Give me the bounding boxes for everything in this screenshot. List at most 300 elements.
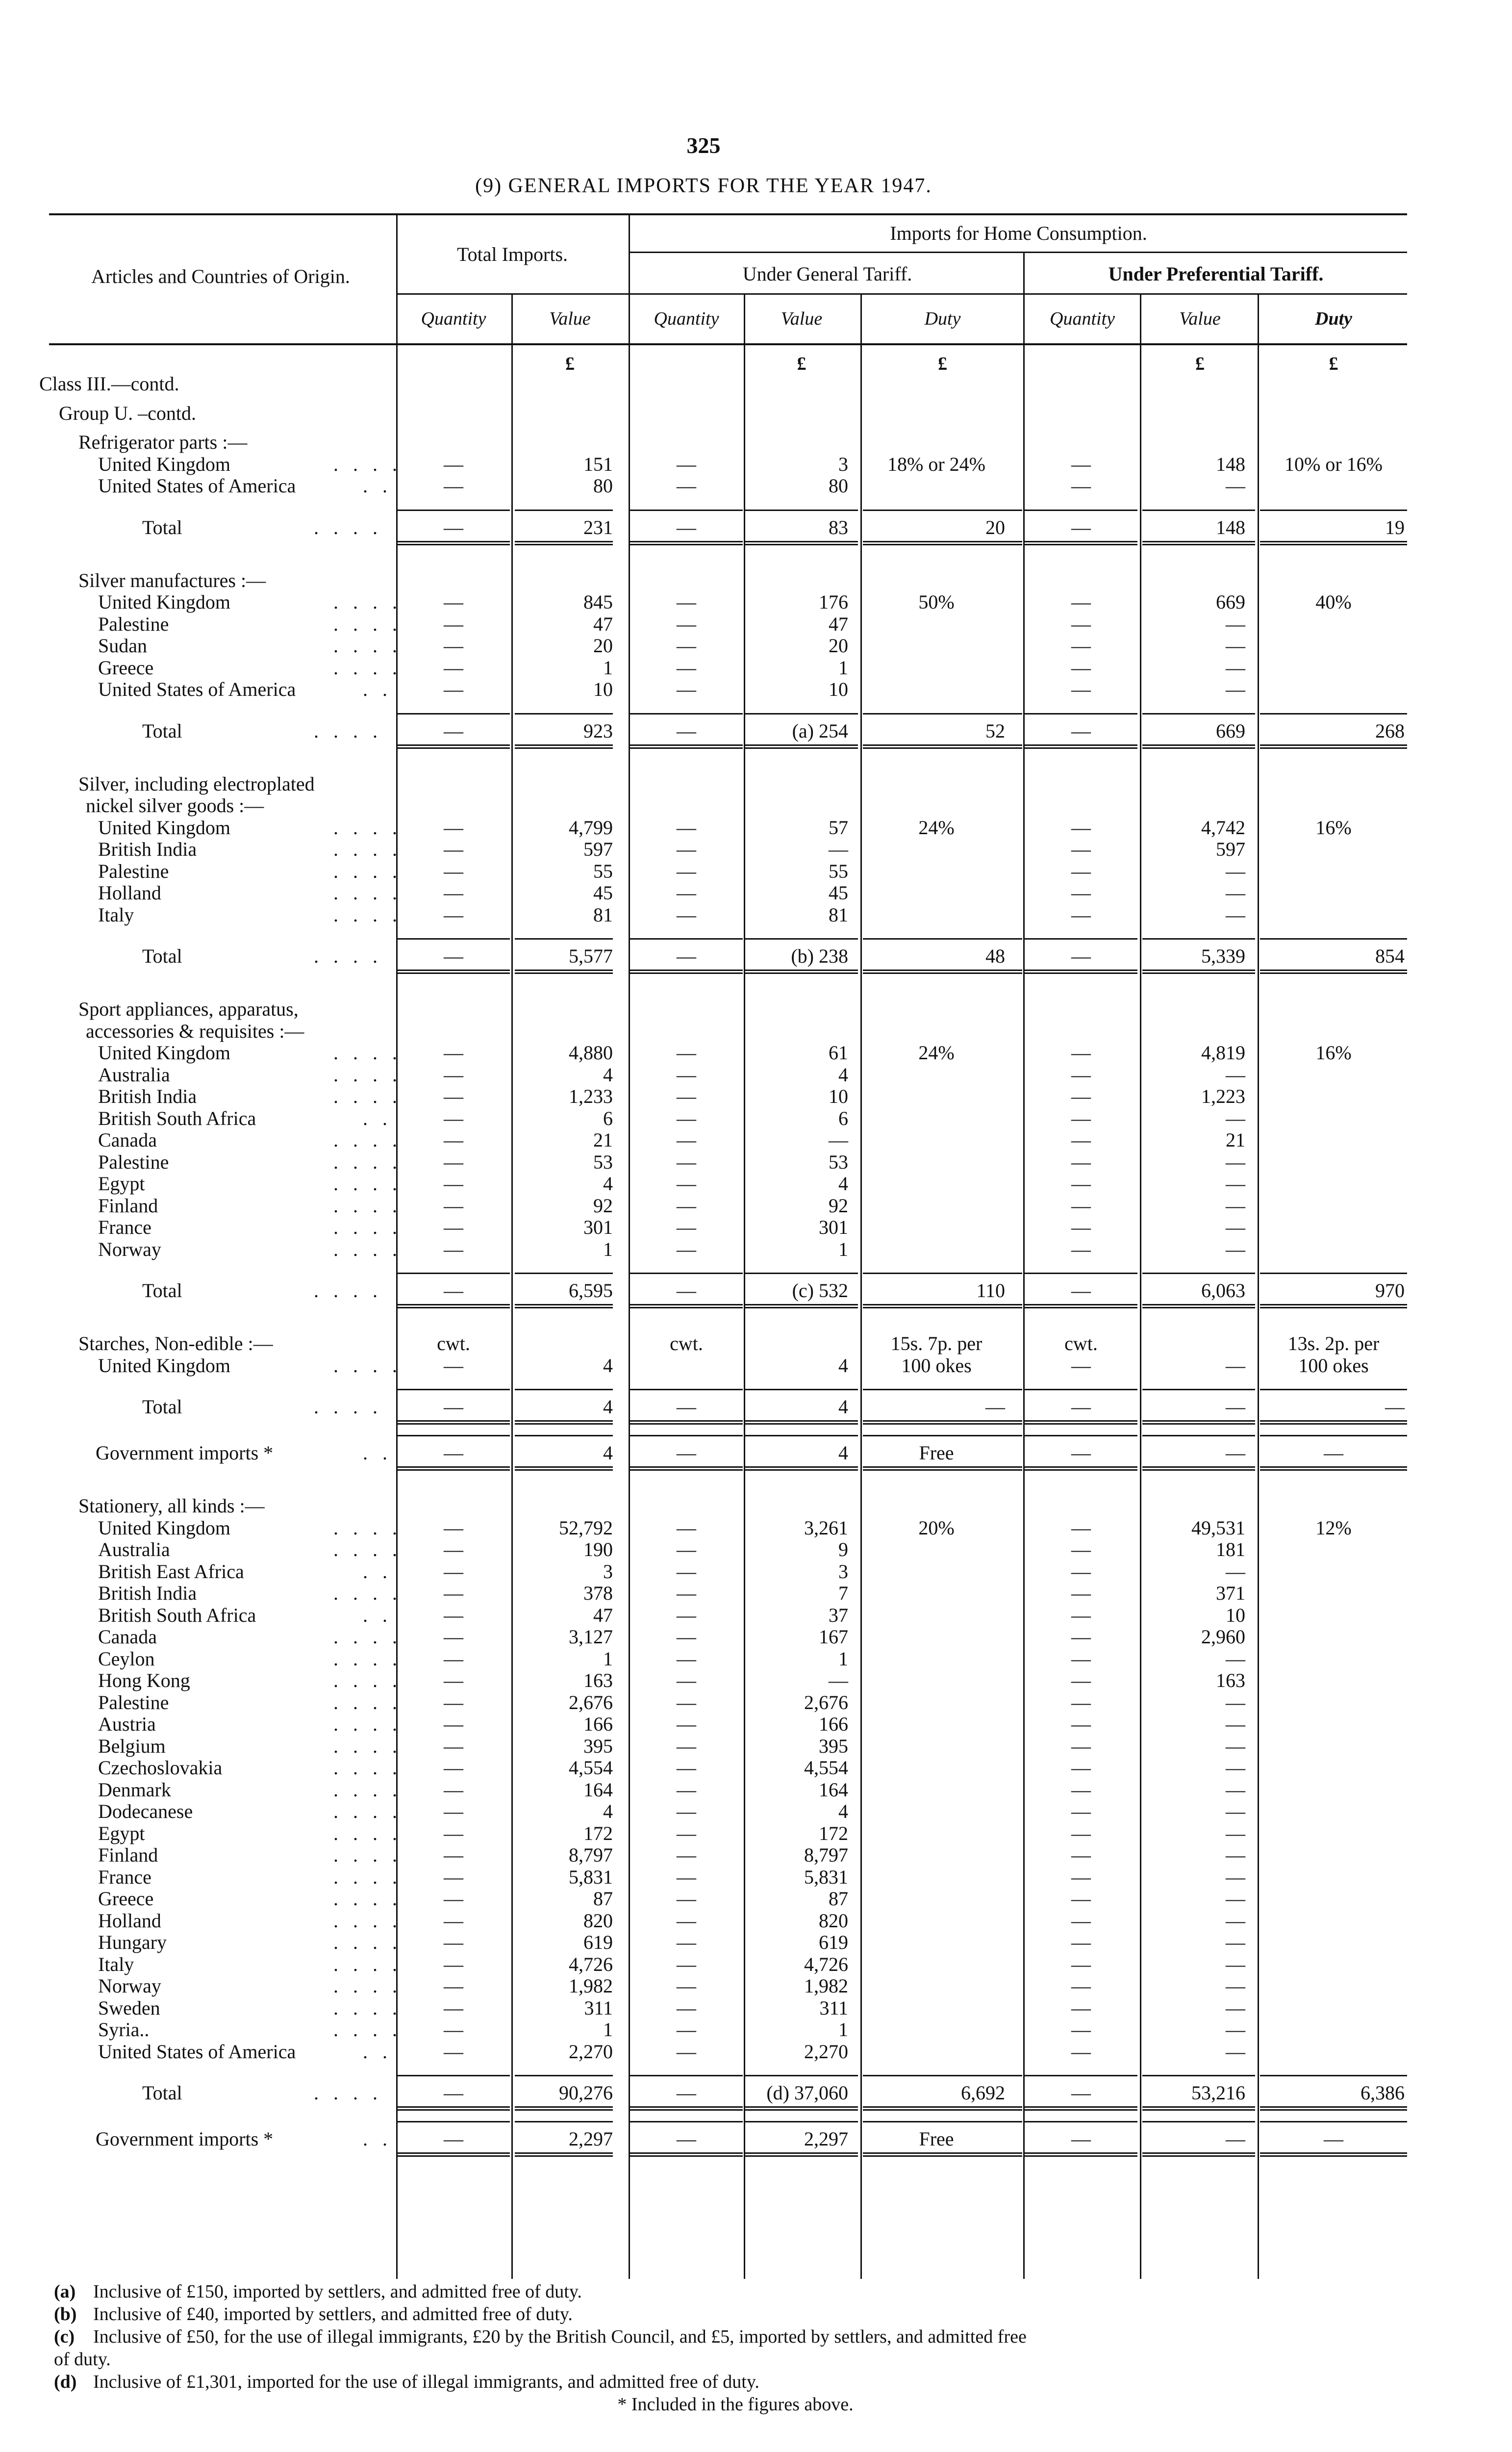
cell-tq: —	[444, 1953, 463, 1975]
preferential-duty-unit: £	[1329, 354, 1338, 374]
cell-tv: 4	[603, 1354, 613, 1377]
row-label: Holland	[98, 1909, 161, 1932]
leader-dots: ....	[333, 1975, 412, 1997]
category-row	[0, 373, 1412, 395]
cell-tv: 4	[603, 1800, 613, 1822]
cell-pq: —	[1071, 1516, 1091, 1539]
total-double-rule	[630, 1466, 743, 1471]
cell-gq: —	[677, 1085, 696, 1107]
articles-header: Articles and Countries of Origin.	[91, 265, 350, 287]
leader-dots: ....	[333, 1865, 412, 1888]
leader-dots: ....	[314, 2082, 392, 2104]
cell-gv: 4	[838, 1442, 848, 1464]
table-row	[0, 1517, 1412, 1539]
sum-rule	[630, 1389, 743, 1390]
cell-gv: 47	[829, 613, 848, 635]
cell-gv: 4,726	[804, 1953, 848, 1975]
sum-rule	[1142, 510, 1255, 511]
cell-gv: (c) 532	[792, 1279, 848, 1302]
leader-dots: ....	[333, 1647, 412, 1670]
cell-tq: —	[444, 1516, 463, 1539]
preferential-quantity-subheader: Quantity	[1050, 308, 1115, 329]
cell-tv: 2,297	[569, 2128, 613, 2150]
leader-dots: ....	[333, 1085, 412, 1107]
total-double-rule	[630, 744, 743, 749]
cell-gq: —	[677, 2018, 696, 2041]
cell-gv: 5,831	[804, 1865, 848, 1888]
row-label: nickel silver goods :—	[86, 794, 264, 817]
cell-tv: 3,127	[569, 1626, 613, 1648]
cell-pv: —	[1226, 1996, 1245, 2019]
cell-gv: 6	[838, 1107, 848, 1129]
row-label: Dodecanese	[98, 1800, 193, 1822]
cell-gq: —	[677, 1560, 696, 1583]
cell-tq: —	[444, 2018, 463, 2041]
cell-gq: —	[677, 1691, 696, 1713]
cell-tq: —	[444, 719, 463, 742]
leader-dots: ....	[333, 1042, 412, 1064]
total-double-rule	[515, 970, 613, 974]
table-row	[0, 1844, 1412, 1866]
sum-rule	[863, 510, 1022, 511]
cell-pq: —	[1071, 882, 1091, 904]
cell-gv: —	[829, 1669, 848, 1691]
cell-gv: 1,982	[804, 1975, 848, 1997]
cell-pd: 6,386	[1361, 2082, 1405, 2104]
leader-dots: ....	[333, 1150, 412, 1173]
row-label: British South Africa	[98, 1604, 256, 1626]
row-label: Government imports *	[96, 1442, 274, 1464]
leader-dots: ....	[333, 635, 412, 657]
total-double-rule	[1025, 541, 1137, 545]
cell-pq: —	[1071, 591, 1091, 613]
cell-pq: —	[1071, 2082, 1091, 2104]
cell-tv: 52,792	[559, 1516, 613, 1539]
cell-tv: 1	[603, 1238, 613, 1260]
leader-dots: ....	[333, 453, 412, 475]
cell-pq: —	[1071, 1865, 1091, 1888]
cell-pv: —	[1226, 1975, 1245, 1997]
cell-pq: —	[1071, 1996, 1091, 2019]
cell-pq: —	[1071, 1931, 1091, 1953]
row-label: Austria	[98, 1713, 156, 1735]
cell-pv: —	[1226, 1931, 1245, 1953]
cell-tv: 4	[603, 1173, 613, 1195]
leader-dots: ....	[333, 1216, 412, 1238]
cell-tv: 166	[583, 1713, 613, 1735]
total-double-rule	[1025, 2106, 1137, 2111]
cell-tq: —	[444, 1691, 463, 1713]
footnote	[54, 2303, 1417, 2325]
cell-gq: —	[677, 1194, 696, 1217]
cell-pq: —	[1071, 816, 1091, 839]
cell-tv: 190	[583, 1538, 613, 1560]
cell-gq: —	[677, 1063, 696, 1086]
cell-gq: —	[677, 838, 696, 860]
cell-tq: —	[444, 1975, 463, 1997]
cell-tv: 8,797	[569, 1844, 613, 1866]
row-label: Total	[142, 719, 182, 742]
table-row	[0, 817, 1412, 839]
row-label: Starches, Non-edible :—	[78, 1332, 273, 1354]
cell-pq: —	[1071, 1560, 1091, 1583]
sum-rule	[630, 2075, 743, 2076]
sum-rule	[1025, 938, 1137, 940]
table-row	[0, 1713, 1412, 1736]
cell-tv: 21	[593, 1129, 613, 1151]
cell-gq: —	[677, 656, 696, 679]
cell-gv: (d) 37,060	[766, 2082, 848, 2104]
cell-gd: 52	[985, 719, 1005, 742]
sum-rule	[1142, 2121, 1255, 2122]
table-row	[0, 1354, 1412, 1377]
cell-tv: 163	[583, 1669, 613, 1691]
total-double-rule	[863, 2106, 1022, 2111]
category-row	[0, 431, 1412, 454]
cell-gq: —	[677, 1538, 696, 1560]
cell-tq: —	[444, 1778, 463, 1801]
cell-pv: —	[1226, 1757, 1245, 1779]
cell-tv: 820	[583, 1909, 613, 1932]
cell-gq: —	[677, 678, 696, 700]
sum-rule	[630, 2121, 743, 2122]
leader-dots: ....	[333, 1582, 412, 1604]
table-row	[0, 1866, 1412, 1889]
total-double-rule	[515, 541, 613, 545]
sum-rule	[397, 1273, 510, 1274]
footnote	[54, 2371, 1417, 2393]
sum-rule	[863, 713, 1022, 715]
cell-tv: 231	[583, 516, 613, 538]
preferential-duty-subheader: Duty	[1315, 308, 1352, 329]
cell-tv: 923	[583, 719, 613, 742]
table-row	[0, 1669, 1412, 1692]
cell-pq: —	[1071, 1626, 1091, 1648]
total-row	[0, 2082, 1412, 2104]
cell-gv: 83	[829, 516, 848, 538]
cell-gv: 2,270	[804, 2040, 848, 2063]
preferential-tariff-header: Under Preferential Tariff.	[1108, 263, 1324, 285]
cell-gd: 100 okes	[901, 1354, 972, 1377]
leader-dots: ....	[333, 903, 412, 926]
cell-gd: 15s. 7p. per	[890, 1332, 983, 1354]
cell-tv: 20	[593, 635, 613, 657]
footnote-text: Inclusive of £1,301, imported for the use of illegal immigrants, and admitted free of duty.	[93, 2372, 759, 2392]
cell-pv: 4,819	[1201, 1042, 1245, 1064]
leader-dots: ....	[333, 1888, 412, 1910]
table-row	[0, 1931, 1412, 1954]
table-row	[0, 1953, 1412, 1976]
leader-dots: ....	[333, 1626, 412, 1648]
cell-gv: 4	[838, 1173, 848, 1195]
cell-gv: 176	[819, 591, 848, 613]
cell-gq: —	[677, 1975, 696, 1997]
footnote-marker: (d)	[54, 2372, 77, 2392]
cell-pv: —	[1226, 1150, 1245, 1173]
leader-dots: ....	[333, 1516, 412, 1539]
total-double-rule	[1025, 744, 1137, 749]
cell-tv: 5,577	[569, 945, 613, 967]
row-label: Finland	[98, 1194, 158, 1217]
cell-pv: 21	[1226, 1129, 1245, 1151]
cell-gv: 1	[838, 2018, 848, 2041]
sum-rule	[863, 1435, 1022, 1436]
cell-pq: —	[1071, 1194, 1091, 1217]
home-consumption-header: Imports for Home Consumption.	[890, 222, 1147, 244]
cell-pv: —	[1226, 1735, 1245, 1757]
row-label: Palestine	[98, 1691, 169, 1713]
cell-tq: —	[444, 1888, 463, 1910]
total-value-subheader: Value	[549, 308, 591, 329]
footnote	[54, 2348, 1417, 2371]
total-double-rule	[397, 1420, 510, 1425]
cell-pv: —	[1226, 635, 1245, 657]
sum-rule	[745, 2121, 858, 2122]
cell-pq: —	[1071, 1800, 1091, 1822]
cell-tq: —	[444, 2128, 463, 2150]
cell-gv: 820	[819, 1909, 848, 1932]
cell-pq: —	[1071, 2128, 1091, 2150]
row-label: Class III.—contd.	[39, 373, 179, 395]
cell-gv: 619	[819, 1931, 848, 1953]
cell-tq: —	[444, 656, 463, 679]
leader-dots: ....	[314, 719, 392, 742]
cell-pq: —	[1071, 719, 1091, 742]
cell-gq: —	[677, 475, 696, 497]
table-row	[0, 1538, 1412, 1561]
sum-rule	[397, 1435, 510, 1436]
cell-tv: 845	[583, 591, 613, 613]
sum-rule	[863, 1273, 1022, 1274]
cell-tv: 87	[593, 1888, 613, 1910]
cell-gv: 3	[838, 1560, 848, 1583]
cell-gq: —	[677, 516, 696, 538]
row-label: Total	[142, 516, 182, 538]
cell-tv: 53	[593, 1150, 613, 1173]
row-label: Syria..	[98, 2018, 150, 2041]
cell-gq: —	[677, 816, 696, 839]
cell-gq: —	[677, 591, 696, 613]
total-double-rule	[1260, 2152, 1407, 2157]
row-label: Italy	[98, 903, 134, 926]
cell-pd: —	[1385, 1396, 1405, 1418]
cell-gv: 1	[838, 656, 848, 679]
sum-rule	[863, 1389, 1022, 1390]
row-label: Ceylon	[98, 1647, 155, 1670]
cell-pd: 854	[1375, 945, 1405, 967]
total-double-rule	[397, 2152, 510, 2157]
cell-tv: 81	[593, 903, 613, 926]
sum-rule	[515, 713, 613, 715]
cell-pq: —	[1071, 475, 1091, 497]
leader-dots: ..	[363, 475, 402, 497]
cell-pq: —	[1071, 1975, 1091, 1997]
cell-pq: —	[1071, 1129, 1091, 1151]
cell-gv: 7	[838, 1582, 848, 1604]
row-label: Stationery, all kinds :—	[78, 1495, 265, 1517]
leader-dots: ..	[363, 1560, 402, 1583]
total-row	[0, 1396, 1412, 1418]
cell-tv: 597	[583, 838, 613, 860]
cell-gv: 81	[829, 903, 848, 926]
footnote-text: Inclusive of £40, imported by settlers, and admitted free of duty.	[93, 2304, 573, 2324]
cell-gv: 4	[838, 1396, 848, 1418]
cell-pv: —	[1226, 1238, 1245, 1260]
cell-tv: 1,982	[569, 1975, 613, 1997]
table-row	[0, 2041, 1412, 2063]
cell-gq: —	[677, 1442, 696, 1464]
sum-rule	[745, 510, 858, 511]
cell-gq: —	[677, 1516, 696, 1539]
row-label: Refrigerator parts :—	[78, 431, 248, 453]
leader-dots: ....	[333, 1173, 412, 1195]
footnote-text: of duty.	[54, 2349, 111, 2370]
total-double-rule	[397, 2106, 510, 2111]
row-label: British India	[98, 1582, 197, 1604]
cell-pv: —	[1226, 860, 1245, 882]
total-double-rule	[397, 970, 510, 974]
cell-pq: —	[1071, 516, 1091, 538]
row-label: accessories & requisites :—	[86, 1020, 304, 1042]
cell-tq: —	[444, 1713, 463, 1735]
cell-gv: 55	[829, 860, 848, 882]
cell-pv: —	[1226, 1865, 1245, 1888]
cell-tv: 619	[583, 1931, 613, 1953]
cell-gq: —	[677, 2128, 696, 2150]
sum-rule	[630, 1435, 743, 1436]
sum-rule	[397, 510, 510, 511]
total-double-rule	[630, 2152, 743, 2157]
cell-gq: —	[677, 1107, 696, 1129]
cell-gq: —	[677, 903, 696, 926]
cell-gq: —	[677, 453, 696, 475]
cell-pd: 268	[1375, 719, 1405, 742]
cell-tv: 10	[593, 678, 613, 700]
cell-gq: —	[677, 1647, 696, 1670]
cell-gq: —	[677, 1129, 696, 1151]
total-double-rule	[397, 1304, 510, 1308]
cell-tv: 45	[593, 882, 613, 904]
cell-gq: —	[677, 945, 696, 967]
cell-pv: 1,223	[1201, 1085, 1245, 1107]
leader-dots: ....	[333, 1238, 412, 1260]
total-double-rule	[515, 1304, 613, 1308]
cell-gd: 24%	[918, 1042, 955, 1064]
cell-tv: 4,880	[569, 1042, 613, 1064]
total-double-rule	[630, 1304, 743, 1308]
cell-tv: 92	[593, 1194, 613, 1217]
sum-rule	[1025, 713, 1137, 715]
cell-gq: —	[677, 1931, 696, 1953]
leader-dots: ....	[333, 1713, 412, 1735]
cell-tv: 4,554	[569, 1757, 613, 1779]
row-label: Group U. –contd.	[59, 402, 196, 424]
cell-tq: —	[444, 1085, 463, 1107]
cell-gv: (a) 254	[792, 719, 848, 742]
cell-pq: —	[1071, 1150, 1091, 1173]
table-row	[0, 475, 1412, 497]
cell-gv: 1	[838, 1647, 848, 1670]
cell-pv: —	[1226, 1194, 1245, 1217]
row-label: Total	[142, 945, 182, 967]
sum-rule	[863, 2121, 1022, 2122]
cell-tq: —	[444, 613, 463, 635]
table-row	[0, 1910, 1412, 1932]
cell-gv: 3	[838, 453, 848, 475]
table-row	[0, 1604, 1412, 1627]
table-row	[0, 1064, 1412, 1086]
cell-pv: —	[1226, 1560, 1245, 1583]
cell-pd: 970	[1375, 1279, 1405, 1302]
leader-dots: ....	[314, 1279, 392, 1302]
total-double-rule	[1142, 1466, 1255, 1471]
cell-pq: cwt.	[1064, 1332, 1098, 1354]
cell-gv: 20	[829, 635, 848, 657]
general-value-unit: £	[797, 354, 806, 374]
row-label: Belgium	[98, 1735, 166, 1757]
leader-dots: ....	[333, 1063, 412, 1086]
cell-pq: —	[1071, 613, 1091, 635]
leader-dots: ..	[363, 1107, 402, 1129]
cell-pv: 148	[1216, 516, 1245, 538]
leader-dots: ....	[333, 1669, 412, 1691]
table-row	[0, 1195, 1412, 1217]
table-row	[0, 838, 1412, 861]
footnote	[54, 2325, 1417, 2348]
cell-pv: —	[1226, 1107, 1245, 1129]
table-row	[0, 1042, 1412, 1064]
cell-gq: —	[677, 860, 696, 882]
sum-rule	[1260, 938, 1407, 940]
cell-tq: —	[444, 1757, 463, 1779]
cell-gq: —	[677, 1822, 696, 1844]
table-row	[0, 1151, 1412, 1174]
table-row	[0, 1691, 1412, 1714]
sum-rule	[397, 2075, 510, 2076]
cell-pd: —	[1324, 1442, 1343, 1464]
page-title: (9) GENERAL IMPORTS FOR THE YEAR 1947.	[475, 175, 932, 197]
total-double-rule	[1142, 541, 1255, 545]
table-row	[0, 882, 1412, 904]
row-label: British South Africa	[98, 1107, 256, 1129]
cell-pq: —	[1071, 2018, 1091, 2041]
cell-tv: 378	[583, 1582, 613, 1604]
row-label: Greece	[98, 1888, 154, 1910]
footnote-text: Inclusive of £50, for the use of illegal immigrants, £20 by the British Council, and £5, imported by settlers, and admitted free	[93, 2326, 1027, 2347]
row-label: United Kingdom	[98, 1042, 230, 1064]
footnote-marker: (c)	[54, 2326, 75, 2347]
sum-rule	[630, 938, 743, 940]
general-duty-subheader: Duty	[924, 308, 961, 329]
sum-rule	[1025, 510, 1137, 511]
row-label: Norway	[98, 1975, 161, 1997]
cell-gv: 61	[829, 1042, 848, 1064]
cell-pv: —	[1226, 1953, 1245, 1975]
cell-tv: 80	[593, 475, 613, 497]
total-double-rule	[863, 1304, 1022, 1308]
leader-dots: ....	[333, 613, 412, 635]
cell-tq: —	[444, 1238, 463, 1260]
sum-rule	[1260, 1435, 1407, 1436]
cell-gv: 395	[819, 1735, 848, 1757]
total-double-rule	[863, 2152, 1022, 2157]
table-row	[0, 1735, 1412, 1758]
cell-tv: 4	[603, 1396, 613, 1418]
cell-pv: —	[1226, 1647, 1245, 1670]
cell-pd: —	[1324, 2128, 1343, 2150]
cell-gd: 50%	[918, 591, 955, 613]
footnote-marker: (b)	[54, 2304, 77, 2324]
